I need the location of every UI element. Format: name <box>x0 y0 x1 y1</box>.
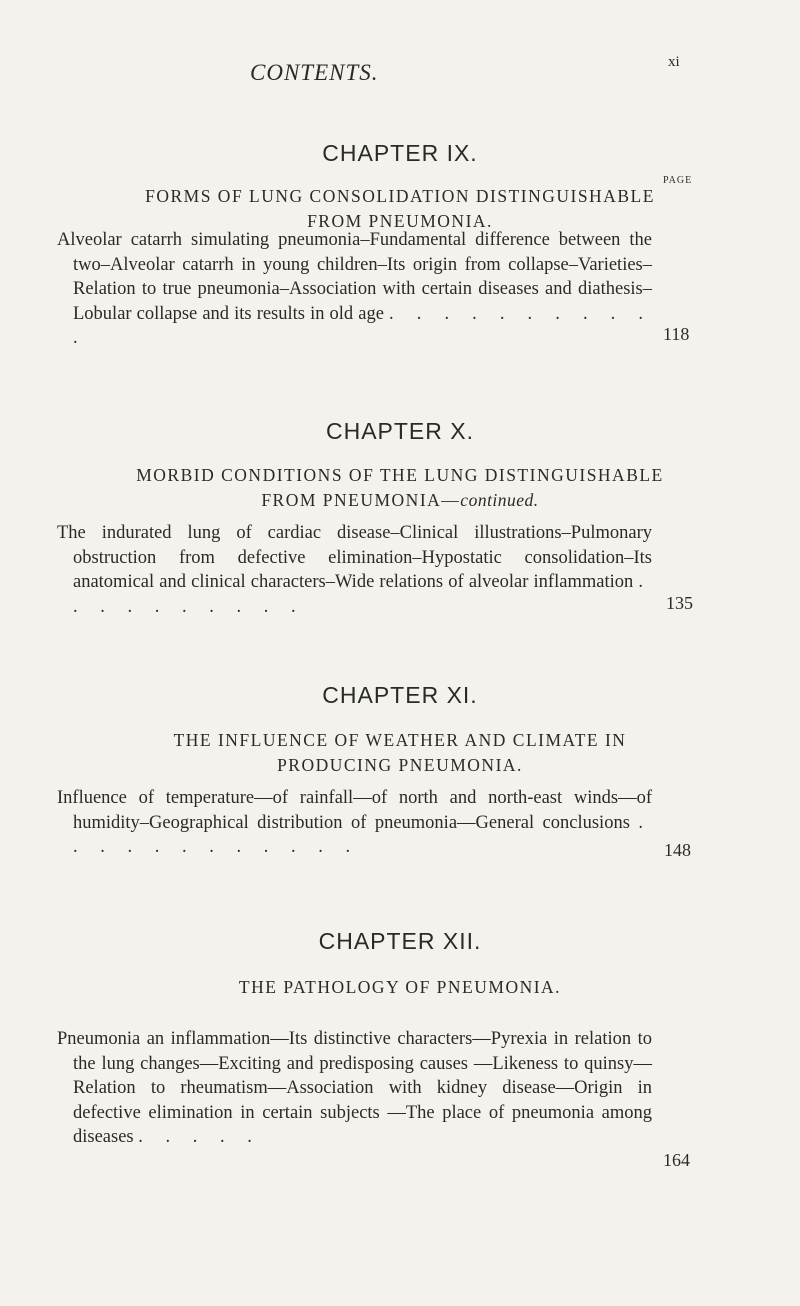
chapter-x-contents <box>57 521 652 619</box>
chapter-xi-leaders: . . . . . . . . . . . . <box>73 812 652 857</box>
chapter-xii-subtitle-line1: THE PATHOLOGY OF PNEUMONIA. <box>238 977 562 997</box>
page-number: xi <box>668 54 680 70</box>
page-column-label: PAGE <box>663 175 693 186</box>
chapter-x-summary: The indurated lung of cardiac disease–Clinical illustrations–Pulmonary obstruction from defective elimination–Hypostatic consolidation–Its anatomical and clinical characters–Wide relations of alveolar inflammation <box>57 523 652 592</box>
running-title: CONTENTS. <box>250 60 379 85</box>
chapter-xii-leaders: . . . . . <box>138 1127 261 1147</box>
chapter-ix-summary: Alveolar catarrh simulating pneumonia–Fundamental difference between the two–Alveolar catarrh in young children–Its origin from collapse–Varieties–Relation to true pneumonia–Association with certain diseases and diathesis–Lobular collapse and its results in old age <box>57 230 652 324</box>
chapter-x-page: 135 <box>666 593 693 613</box>
chapter-x-leaders: . . . . . . . . . . <box>73 572 652 617</box>
chapter-x-subtitle-continued: continued. <box>460 490 539 510</box>
chapter-ix-contents <box>57 228 652 351</box>
chapter-xi-heading: CHAPTER XI. <box>322 682 478 708</box>
chapter-ix-page: 118 <box>663 324 690 344</box>
chapter-xi-contents <box>57 786 652 860</box>
chapter-x-heading: CHAPTER X. <box>325 418 475 444</box>
chapter-x-subtitle <box>0 463 800 513</box>
chapter-xi-subtitle-line1: THE INFLUENCE OF WEATHER AND CLIMATE IN <box>173 730 627 750</box>
chapter-xii-heading: CHAPTER XII. <box>318 928 482 954</box>
chapter-xi-subtitle-line2: PRODUCING PNEUMONIA. <box>277 755 523 775</box>
chapter-ix-subtitle-line2: FROM PNEUMONIA. <box>307 211 493 231</box>
chapter-xii-contents <box>57 1027 652 1150</box>
chapter-x-subtitle-line2: FROM PNEUMONIA— <box>261 490 461 510</box>
chapter-ix-heading: CHAPTER IX. <box>322 140 478 166</box>
chapter-xi-page: 148 <box>664 840 691 860</box>
chapter-ix-leaders: . . . . . . . . . . . <box>73 303 653 348</box>
chapter-xii-summary: Pneumonia an inflammation—Its distinctive characters—Pyrexia in relation to the lung changes—Exciting and predisposing causes —Likeness to quinsy—Relation to rheumatism—Association with kidney disease—Origin in defective elimination in certain subjects —The place of pneumonia among diseases <box>57 1029 652 1147</box>
chapter-xii-page: 164 <box>663 1150 690 1170</box>
chapter-xii-subtitle <box>0 975 800 1000</box>
chapter-ix-subtitle-line1: FORMS OF LUNG CONSOLIDATION DISTINGUISHABLE <box>145 186 655 206</box>
chapter-x-subtitle-line1: MORBID CONDITIONS OF THE LUNG DISTINGUISHABLE <box>136 465 664 485</box>
chapter-xi-summary: Influence of temperature—of rainfall—of north and north-east winds—of humidity–Geographical distribution of pneumonia—General conclusions <box>57 788 652 833</box>
chapter-ix-subtitle <box>0 184 800 234</box>
chapter-x-subtitle-line2-wrap <box>0 488 800 513</box>
chapter-xi-subtitle <box>0 728 800 778</box>
